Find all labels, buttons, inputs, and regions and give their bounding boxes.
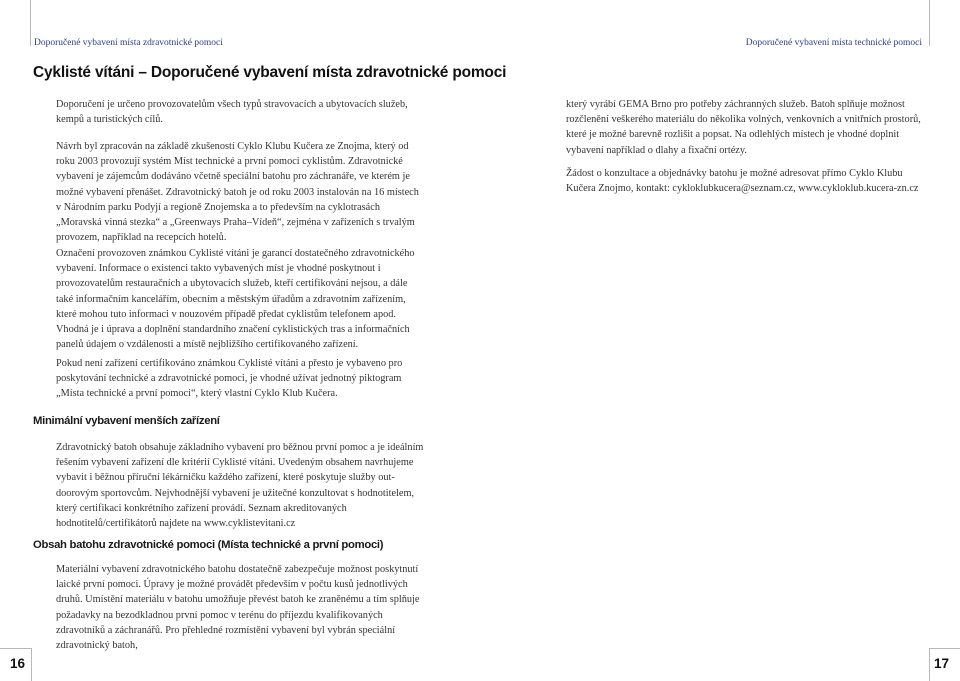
backpack-description-paragraph: který vyrábí GEMA Brno pro potřeby záchranných služeb. Batoh splňuje možnost rozčlenění veškerého materiálu do několika volných, venkovních a vnitřních prostorů, které je možné barevně rozlišit a popsat. Na odlehlých místech je vhodné doplnit vybavení například o dlahy a fixační ortézy. bbox=[566, 99, 921, 156]
footer-vertical-rule-left bbox=[31, 648, 32, 681]
footer-vertical-rule-right bbox=[929, 648, 930, 681]
running-head-right: Doporučené vybavení místa technické pomoci bbox=[745, 38, 922, 48]
section-heading-backpack-content: Obsah batohu zdravotnické pomoci (Místa technické a první pomoci) bbox=[33, 539, 384, 551]
running-head-left: Doporučené vybavení místa zdravotnické pomoci bbox=[34, 38, 223, 48]
page-edge-rule-left bbox=[30, 0, 31, 46]
certification-paragraph: Označení provozoven známkou Cyklisté vítáni je garancí dostatečného zdravotnického vybavení. Informace o existenci takto vybavených míst je vhodné poskytnout i provozovatelům restauračních a ubytovacích služeb, kteří certifikování nejsou, a dále také informačním kancelářím, obecním a městským úřadům a zdravotním zařízením, které mohou tuto informaci v nouzovém případě předat cyklistům telefonem apod. Vhodná je i úprava a doplnění standardního značení cyklistických tras a informačních panelů údajem o vzdálenosti a místě nejbližšího certifikovaného zařízení. bbox=[56, 248, 415, 351]
contact-paragraph: Žádost o konzultace a objednávky batohu je možné adresovat přímo Cyklo Klubu Kučera Znojmo, kontakt: cykloklubkucera@seznam.cz, www.cykloklub.kucera-zn.cz bbox=[566, 168, 919, 195]
backpack-content-paragraph: Materiální vybavení zdravotnického batohu dostatečně zabezpečuje možnost poskytnutí laické první pomoci. Úpravy je možné provádět především v počtu kusů jednotlivých druhů. Umístění materiálu v batohu umožňuje převést batoh ke zraněnému a tím splňuje požadavky na bezodkladnou první pomoc v terénu do příjezdu kvalifikovaných zdravotníků a záchranářů. Pro přehledné rozmístění vybavení byl vybrán speciální zdravotnický batoh, bbox=[56, 564, 420, 652]
footer-rule-right bbox=[929, 648, 960, 649]
footer-rule-left bbox=[0, 648, 32, 649]
intro-paragraph: Doporučení je určeno provozovatelům všech typů stravovacích a ubytovacích služeb, kempů a turistických cílů. bbox=[56, 99, 408, 126]
page-number-left: 16 bbox=[10, 656, 26, 671]
page-edge-rule-right bbox=[929, 0, 930, 46]
pictogram-paragraph: Pokud není zařízení certifikováno známkou Cyklisté vítáni a přesto je vybaveno pro poskytování technické a zdravotnické pomoci, je vhodné užívat jednotný piktogram „Místa technické a první pomoci“, který vlastní Cyklo Klub Kučera. bbox=[56, 358, 403, 400]
minimal-equipment-paragraph: Zdravotnický batoh obsahuje základního vybavení pro běžnou první pomoc a je ideálním řešením vybavení zařízení dle kritérií Cyklisté vítáni. Uvedeným obsahem navrhujeme vybavit i běžnou příruční lékárničku každého zařízení, které poskytuje služby out-doorovým sportovcům. Nejvhodnější vybavení je užitečné konzultovat s hodnotitelem, který certifikaci konkrétního zařízení provádí. Seznam akreditovaných hodnotitelů/certifikátorů najdete na www.cyklistevitani.cz bbox=[56, 442, 424, 530]
section-heading-minimal-equipment: Minimální vybavení menších zařízení bbox=[33, 415, 220, 427]
page-title: Cyklisté vítáni – Doporučené vybavení místa zdravotnické pomoci bbox=[33, 64, 507, 81]
history-paragraph: Návrh byl zpracován na základě zkušeností Cyklo Klubu Kučera ze Znojma, který od roku 2003 provozují systém Míst technické a první pomoci cyklistům. Zdravotnické vybavení je zájemcům dodáváno včetně speciální batohu pro záchranáře, ve kterém je možné vybavení přenášet. Zdravotnický batoh je od roku 2003 instalován na 16 místech v Národním parku Podyjí a regioně Znojemska a to především na cyklotrasách „Moravská vinná stezka“ a „Greenways Praha–Vídeň“, zejména v zařízeních s trvalým provozem, například na recepcích hotelů. bbox=[56, 141, 419, 244]
page-number-right: 17 bbox=[934, 656, 950, 671]
